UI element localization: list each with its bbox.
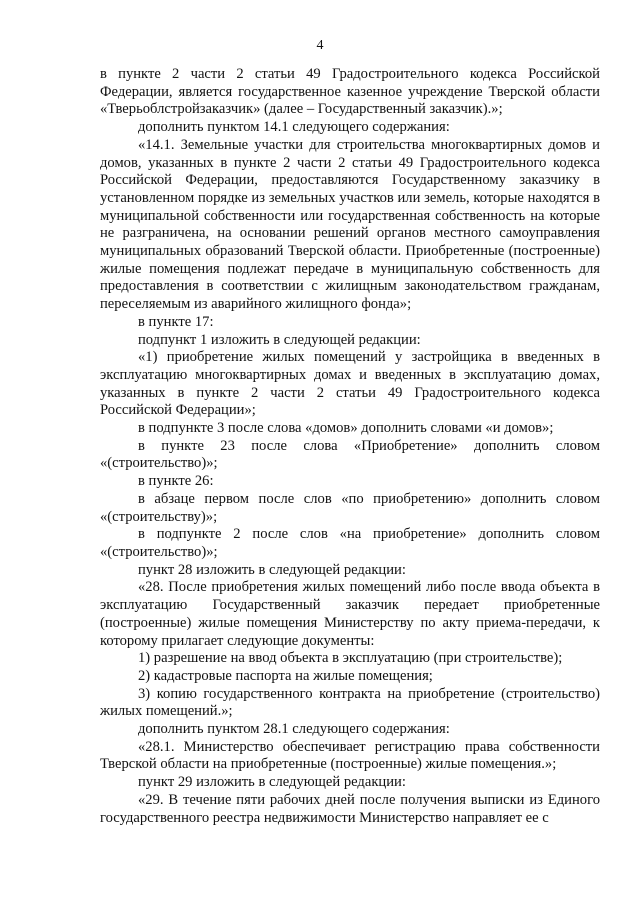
paragraph: дополнить пунктом 14.1 следующего содержания: (138, 119, 450, 136)
paragraph: в пункте 2 части 2 статьи 49 Градостроительного кодекса Российской Федерации, является государственное казенное учреждение Тверской области «Тверьоблстройзаказчик» (далее – Государственный заказчик).»; (100, 66, 600, 118)
paragraph: пункт 28 изложить в следующей редакции: (138, 561, 406, 578)
paragraph: в пункте 23 после слова «Приобретение» дополнить словом «(строительство)»; (100, 437, 600, 472)
paragraph: «1) приобретение жилых помещений у застройщика в введенных в эксплуатацию многоквартирных домах и введенных в эксплуатацию домах, указанных в пункте 2 части 2 статьи 49 Градостроительного кодекса Российской Федерации»; (100, 349, 600, 419)
paragraph: дополнить пунктом 28.1 следующего содержания: (138, 721, 450, 738)
paragraph: в пункте 26: (138, 473, 214, 490)
document-body (100, 66, 600, 827)
paragraph: в абзаце первом после слов «по приобретению» дополнить словом «(строительству)»; (100, 490, 600, 525)
paragraph: 3) копию государственного контракта на приобретение (строительство) жилых помещений.»; (100, 685, 600, 720)
paragraph: «29. В течение пяти рабочих дней после получения выписки из Единого государственного реестра недвижимости Министерство направляет ее с (100, 791, 600, 826)
paragraph: «28. После приобретения жилых помещений либо после ввода объекта в эксплуатацию Государственный заказчик передает приобретенные (построенные) жилые помещения Министерству по акту приема-передачи, к которому прилагает следующие документы: (100, 579, 600, 649)
page-number: 4 (316, 38, 324, 53)
paragraph: 2) кадастровые паспорта на жилые помещения; (138, 667, 433, 684)
paragraph: 1) разрешение на ввод объекта в эксплуатацию (при строительстве); (138, 650, 563, 667)
paragraph: «28.1. Министерство обеспечивает регистрацию права собственности Тверской области на приобретенные (построенные) жилые помещения.»; (100, 738, 600, 773)
paragraph: пункт 29 изложить в следующей редакции: (138, 774, 406, 791)
paragraph: в подпункте 3 после слова «домов» дополнить словами «и домов»; (138, 420, 554, 437)
paragraph: в подпункте 2 после слов «на приобретение» дополнить словом «(строительство)»; (100, 526, 600, 560)
paragraph: «14.1. Земельные участки для строительства многоквартирных домов и домов, указанных в пункте 2 части 2 статьи 49 Градостроительного кодекса Российской Федерации, предоставляются Государственному заказчику в установленном порядке из земельных участков или земель, которые находятся в муниципальной собственности или государственная собственность на которые не разграничена, на основании решений органов местного самоуправления муниципальных образований Тверской области. Приобретенные (построенные) жилые помещения подлежат передаче в муниципальную собственность для предоставления в соответствии с жилищным законодательством гражданам, переселяемым из аварийного жилищного фонда»; (100, 136, 600, 313)
paragraph: в пункте 17: (138, 313, 214, 330)
paragraph: подпункт 1 изложить в следующей редакции: (138, 331, 421, 348)
